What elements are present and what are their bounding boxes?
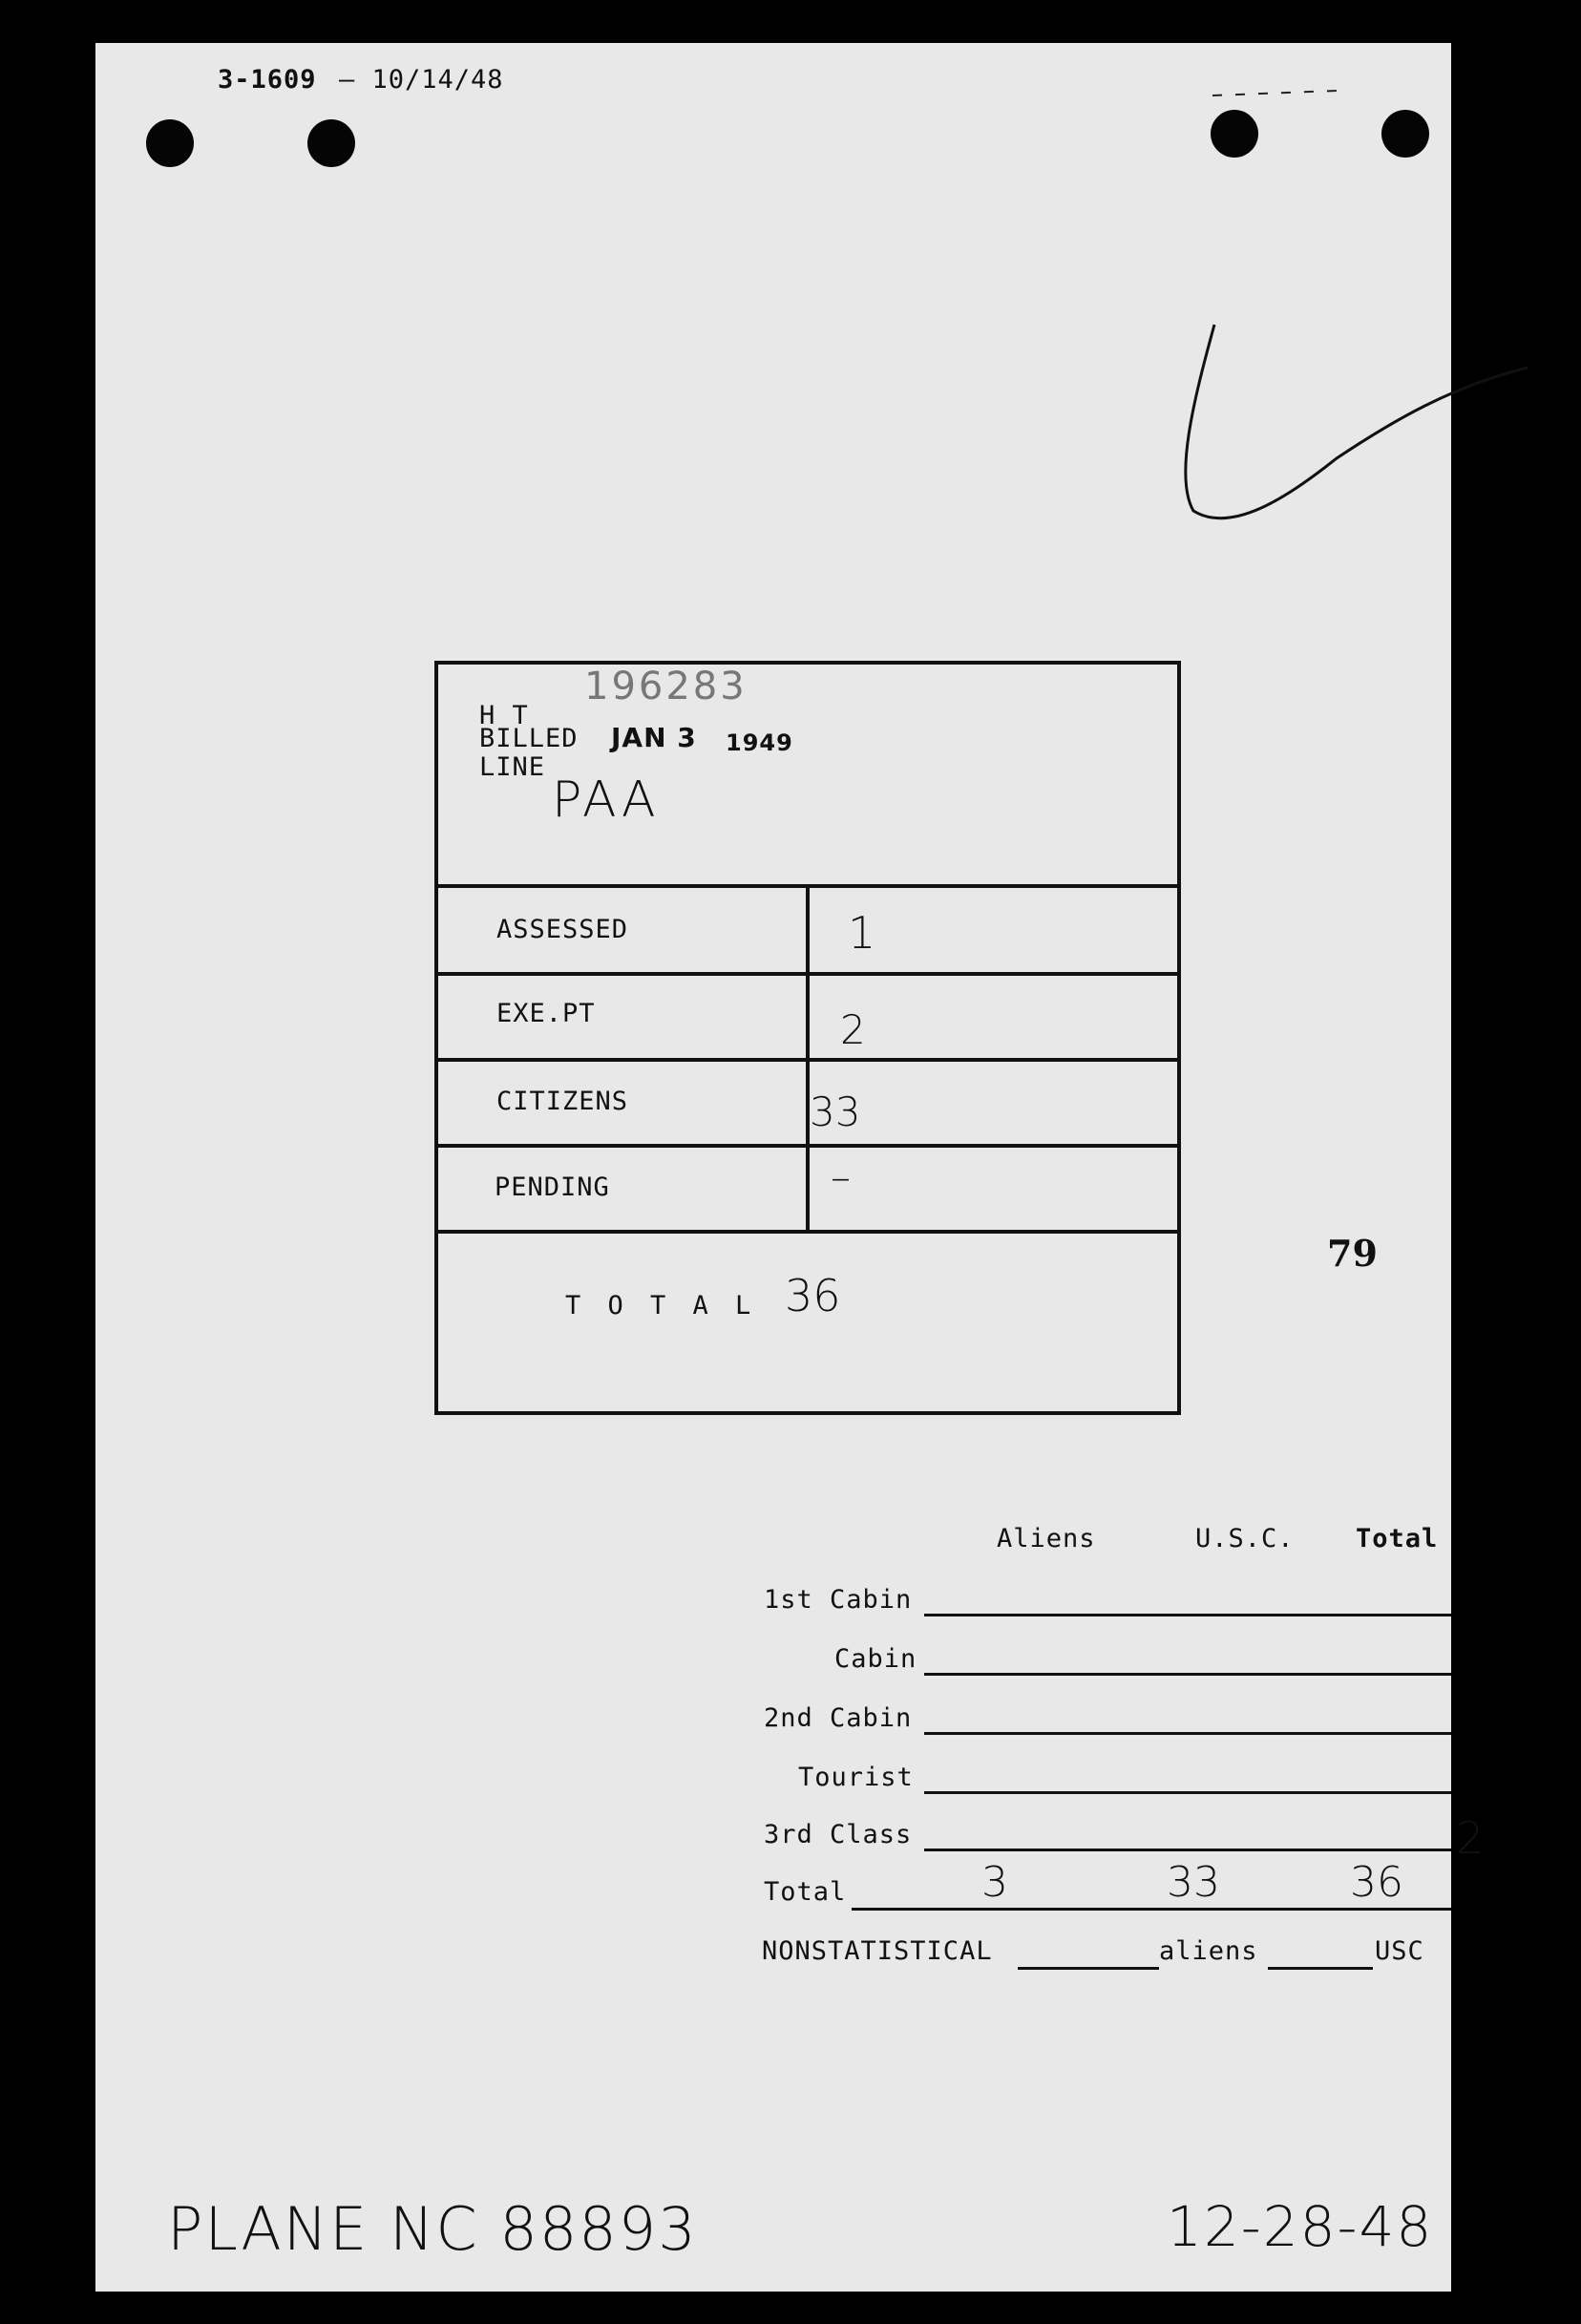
summary-row-line bbox=[924, 1614, 1451, 1616]
column-divider bbox=[806, 884, 810, 1230]
total-label: T O T A L bbox=[565, 1291, 757, 1320]
summary-row-line bbox=[924, 1849, 1451, 1851]
divider bbox=[438, 1230, 1177, 1234]
nonstat-label: NONSTATISTICAL bbox=[762, 1936, 993, 1966]
summary-row-line bbox=[924, 1791, 1451, 1794]
row-value-exempt: 2 bbox=[840, 1006, 866, 1053]
summary-total-total: 36 bbox=[1350, 1858, 1403, 1907]
margin-mark: 2 bbox=[1456, 1812, 1485, 1864]
line-value: PAA bbox=[552, 771, 660, 829]
stamp-line1: H T bbox=[479, 701, 529, 730]
summary-row-label: 1st Cabin bbox=[764, 1585, 913, 1615]
col-header-total: Total bbox=[1356, 1524, 1439, 1553]
row-label-assessed: ASSESSED bbox=[496, 915, 629, 944]
row-value-pending: – bbox=[831, 1153, 851, 1200]
summary-row-label: Cabin bbox=[834, 1644, 917, 1674]
nonstat-aliens-line bbox=[1018, 1967, 1159, 1970]
col-header-aliens: Aliens bbox=[997, 1524, 1096, 1553]
billed-label: BILLED bbox=[479, 724, 579, 753]
billed-date: JAN 3 bbox=[611, 722, 697, 753]
summary-row-label: 3rd Class bbox=[764, 1820, 913, 1849]
row-value-citizens: 33 bbox=[810, 1088, 861, 1135]
row-value-assessed: 1 bbox=[848, 907, 876, 959]
nonstat-aliens-label: aliens bbox=[1159, 1936, 1258, 1966]
row-label-citizens: CITIZENS bbox=[496, 1087, 629, 1116]
footer-date: 12-28-48 bbox=[1167, 2194, 1434, 2259]
form-number: 3-1609 bbox=[218, 65, 317, 95]
nonstat-usc-label: USC bbox=[1375, 1936, 1424, 1966]
summary-total-label: Total bbox=[764, 1877, 847, 1907]
summary-total-usc: 33 bbox=[1167, 1858, 1220, 1907]
summary-total-aliens: 3 bbox=[981, 1858, 1008, 1907]
line-label: LINE bbox=[479, 752, 546, 782]
nonstat-usc-line bbox=[1268, 1967, 1373, 1970]
summary-row-label: Tourist bbox=[798, 1763, 914, 1792]
side-number: 79 bbox=[1327, 1232, 1378, 1275]
billed-year: 1949 bbox=[726, 729, 793, 756]
col-header-usc: U.S.C. bbox=[1195, 1524, 1295, 1553]
plane-number: PLANE NC 88893 bbox=[167, 2194, 698, 2264]
dash: – bbox=[339, 65, 372, 95]
summary-total-line bbox=[852, 1908, 1451, 1911]
row-label-exempt: EXE.PT bbox=[496, 999, 596, 1028]
row-label-pending: PENDING bbox=[495, 1173, 610, 1202]
form-date-value: 10/14/48 bbox=[371, 65, 504, 95]
summary-row-line bbox=[924, 1673, 1451, 1676]
total-value: 36 bbox=[785, 1270, 841, 1321]
summary-row-line bbox=[924, 1732, 1451, 1735]
summary-row-label: 2nd Cabin bbox=[764, 1703, 913, 1733]
stamp-number: 196283 bbox=[584, 665, 748, 708]
